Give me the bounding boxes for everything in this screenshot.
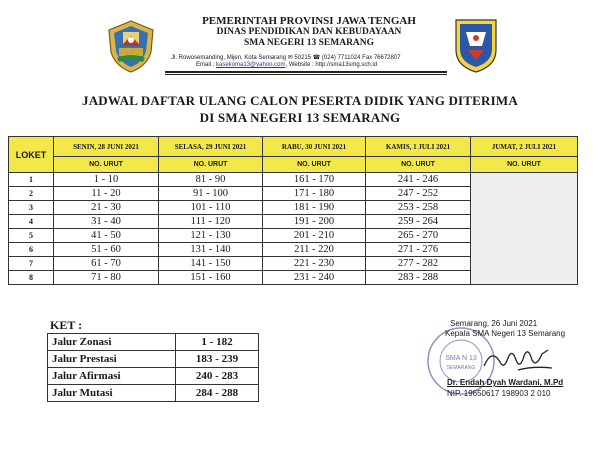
range-cell: 201 - 210 xyxy=(263,229,366,243)
range-cell: 131 - 140 xyxy=(159,243,263,257)
signature-name: Dr. Endah Dyah Wardani, M.Pd xyxy=(447,378,564,387)
range-cell: 141 - 150 xyxy=(159,257,263,271)
friday-empty-cell xyxy=(471,173,578,285)
range-cell: 41 - 50 xyxy=(54,229,159,243)
range-cell: 271 - 276 xyxy=(366,243,471,257)
jalur-label: Jalur Mutasi xyxy=(48,385,176,402)
range-cell: 241 - 246 xyxy=(366,173,471,187)
ket-table xyxy=(47,333,259,402)
ket-row xyxy=(48,385,259,402)
range-cell: 151 - 160 xyxy=(159,271,263,285)
range-cell: 31 - 40 xyxy=(54,215,159,229)
jalur-label: Jalur Prestasi xyxy=(48,351,176,368)
website-text: , Website : http://sma13smg.sch.id xyxy=(285,62,378,68)
range-cell: 231 - 240 xyxy=(263,271,366,285)
range-cell: 253 - 258 xyxy=(366,201,471,215)
letterhead-government: PEMERINTAH PROVINSI JAWA TENGAH xyxy=(202,15,416,27)
school-shield-icon xyxy=(452,16,500,74)
ket-row xyxy=(48,368,259,385)
title-line-2: DI SMA NEGERI 13 SEMARANG xyxy=(199,110,401,125)
stamp-city: SEMARANG xyxy=(446,365,476,371)
range-cell: 91 - 100 xyxy=(159,187,263,201)
range-cell: 277 - 282 xyxy=(366,257,471,271)
day-header: SENIN, 28 JUNI 2021 xyxy=(54,137,159,157)
no-urut-header: NO. URUT xyxy=(366,157,471,173)
letterhead-department: DINAS PENDIDIKAN DAN KEBUDAYAAN xyxy=(216,27,402,37)
letterhead-address: Jl. Rowosemanding, Mijen, Kota Semarang ✉ 50215 ☎ (024) 7711024 Fax 76672807 xyxy=(171,55,401,61)
ket-title: KET : xyxy=(50,318,83,332)
loket-number: 1 xyxy=(9,173,54,187)
range-cell: 171 - 180 xyxy=(263,187,366,201)
title-line-1: JADWAL DAFTAR ULANG CALON PESERTA DIDIK YANG DITERIMA xyxy=(82,93,518,108)
signature-position: Kepala SMA Negeri 13 Semarang xyxy=(445,329,566,338)
no-urut-header: NO. URUT xyxy=(159,157,263,173)
range-cell: 211 - 220 xyxy=(263,243,366,257)
document-title xyxy=(40,92,560,126)
letterhead-contact xyxy=(196,62,377,68)
jalur-label: Jalur Zonasi xyxy=(48,334,176,351)
range-cell: 81 - 90 xyxy=(159,173,263,187)
letterhead-school: SMA NEGERI 13 SEMARANG xyxy=(243,38,375,48)
range-cell: 121 - 130 xyxy=(159,229,263,243)
signature-place-date: Semarang, 26 Juni 2021 xyxy=(450,319,538,328)
loket-number: 2 xyxy=(9,187,54,201)
letterhead xyxy=(150,16,468,49)
loket-number: 3 xyxy=(9,201,54,215)
no-urut-header: NO. URUT xyxy=(263,157,366,173)
range-cell: 51 - 60 xyxy=(54,243,159,257)
range-cell: 11 - 20 xyxy=(54,187,159,201)
loket-number: 6 xyxy=(9,243,54,257)
ket-row xyxy=(48,334,259,351)
day-header: SELASA, 29 JUNI 2021 xyxy=(159,137,263,157)
range-cell: 191 - 200 xyxy=(263,215,366,229)
range-cell: 259 - 264 xyxy=(366,215,471,229)
range-cell: 111 - 120 xyxy=(159,215,263,229)
loket-number: 8 xyxy=(9,271,54,285)
loket-number: 4 xyxy=(9,215,54,229)
signature-nip: NIP. 19650617 198903 2 010 xyxy=(447,389,551,398)
jalur-range: 240 - 283 xyxy=(176,368,259,385)
range-cell: 101 - 110 xyxy=(159,201,263,215)
schedule-table xyxy=(8,136,578,285)
table-row xyxy=(9,173,578,187)
range-cell: 247 - 252 xyxy=(366,187,471,201)
range-cell: 1 - 10 xyxy=(54,173,159,187)
ket-row xyxy=(48,351,259,368)
jalur-range: 1 - 182 xyxy=(176,334,259,351)
loket-header: LOKET xyxy=(9,137,54,173)
day-header: RABU, 30 JUNI 2021 xyxy=(263,137,366,157)
range-cell: 221 - 230 xyxy=(263,257,366,271)
email-link[interactable]: kasekoma13@yahoo.com xyxy=(216,62,286,68)
range-cell: 21 - 30 xyxy=(54,201,159,215)
day-header: KAMIS, 1 JULI 2021 xyxy=(366,137,471,157)
day-header: JUMAT, 2 JULI 2021 xyxy=(471,137,578,157)
range-cell: 283 - 288 xyxy=(366,271,471,285)
range-cell: 161 - 170 xyxy=(263,173,366,187)
handwritten-signature xyxy=(478,340,558,378)
no-urut-header: NO. URUT xyxy=(471,157,578,173)
letterhead-divider-thin xyxy=(165,74,447,75)
letterhead-divider xyxy=(165,71,447,73)
jalur-range: 183 - 239 xyxy=(176,351,259,368)
range-cell: 71 - 80 xyxy=(54,271,159,285)
range-cell: 61 - 70 xyxy=(54,257,159,271)
email-label: Email : xyxy=(196,62,215,68)
range-cell: 265 - 270 xyxy=(366,229,471,243)
range-cell: 181 - 190 xyxy=(263,201,366,215)
stamp-text: SMA N 13 xyxy=(445,355,477,362)
jalur-range: 284 - 288 xyxy=(176,385,259,402)
loket-number: 7 xyxy=(9,257,54,271)
no-urut-header: NO. URUT xyxy=(54,157,159,173)
loket-number: 5 xyxy=(9,229,54,243)
jalur-label: Jalur Afirmasi xyxy=(48,368,176,385)
